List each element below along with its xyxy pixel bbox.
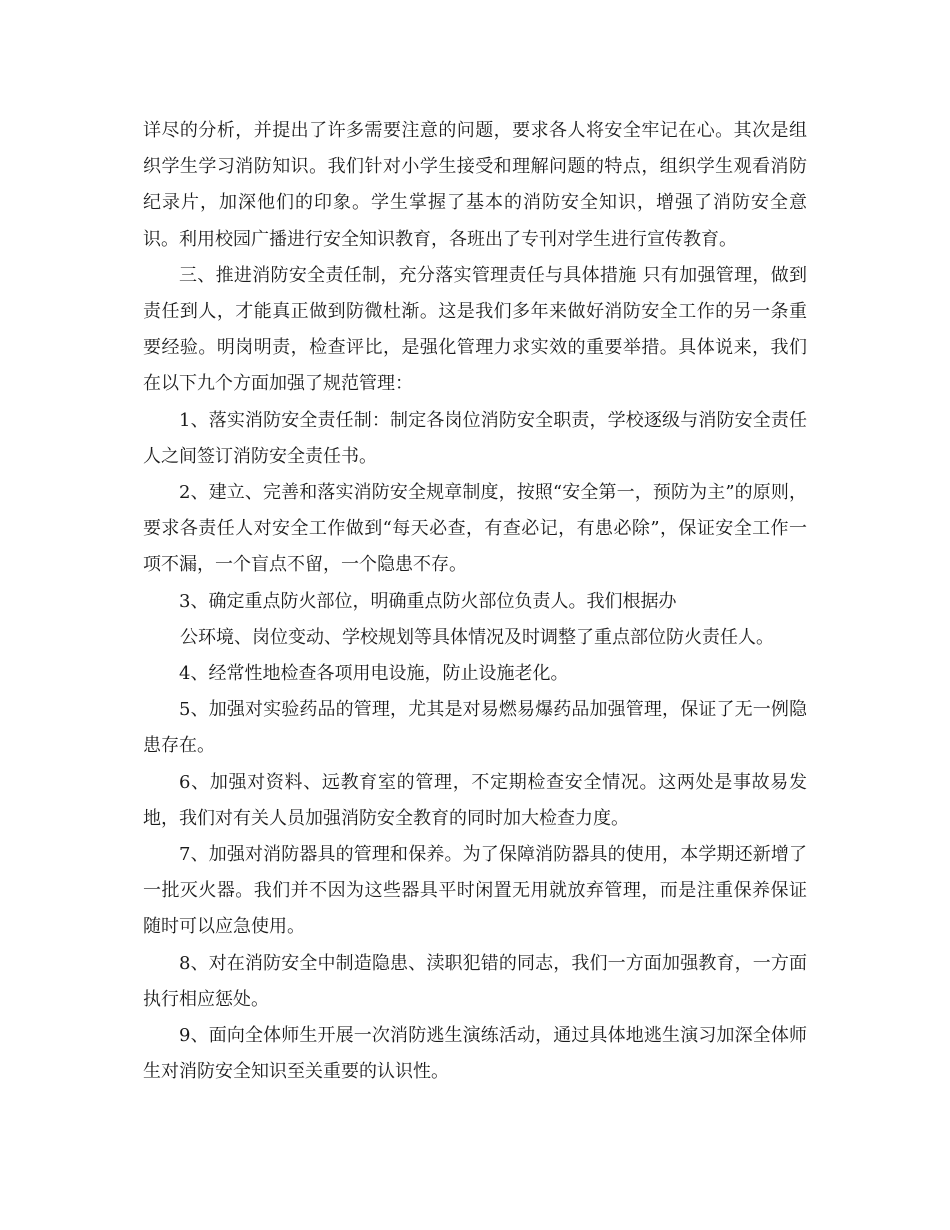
list-item-6: 6、加强对资料、远教育室的管理，不定期检查安全情况。这两处是事故易发地，我们对有关人员加强消防安全教育的同时加大检查力度。 bbox=[143, 771, 807, 829]
list-item-2: 2、建立、完善和落实消防安全规章制度，按照“安全第一，预防为主”的原则，要求各责任人对安全工作做到“每天必查，有查必记，有患必除”，保证安全工作一项不漏，一个盲点不留，一个隐患不存。 bbox=[143, 482, 807, 576]
list-item-3 bbox=[143, 584, 807, 656]
document-page bbox=[143, 113, 807, 1090]
list-item-5: 5、加强对实验药品的管理，尤其是对易燃易爆药品加强管理，保证了无一例隐患存在。 bbox=[143, 699, 807, 757]
list-item-8: 8、对在消防安全中制造隐患、渎职犯错的同志，我们一方面加强教育，一方面执行相应惩处。 bbox=[143, 952, 807, 1010]
paragraph-fire-education-continued: 详尽的分析，并提出了许多需要注意的问题，要求各人将安全牢记在心。其次是组织学生学习消防知识。我们针对小学生接受和理解问题的特点，组织学生观看消防纪录片，加深他们的印象。学生掌握了基本的消防安全知识，增强了消防安全意识。利用校园广播进行安全知识教育，各班出了专刊对学生进行宣传教育。 bbox=[143, 120, 807, 250]
list-item-1: 1、落实消防安全责任制：制定各岗位消防安全职责，学校逐级与消防安全责任人之间签订消防安全责任书。 bbox=[143, 409, 807, 467]
paragraph-section-three-heading: 三、推进消防安全责任制，充分落实管理责任与具体措施 只有加强管理，做到责任到人，才能真正做到防微杜渐。这是我们多年来做好消防安全工作的另一条重要经验。明岗明责，检查评比，是强化管理力求实效的重要举措。具体说来，我们在以下九个方面加强了规范管理： bbox=[143, 264, 807, 395]
list-item-9: 9、面向全体师生开展一次消防逃生演练活动，通过具体地逃生演习加深全体师生对消防安全知识至关重要的认识性。 bbox=[143, 1025, 807, 1083]
list-item-3-line-1: 3、确定重点防火部位，明确重点防火部位负责人。我们根据办 bbox=[179, 590, 677, 612]
list-item-3-line-2: 公环境、岗位变动、学校规划等具体情况及时调整了重点部位防火责任人。 bbox=[180, 626, 774, 648]
list-item-7: 7、加强对消防器具的管理和保养。为了保障消防器具的使用，本学期还新增了一批灭火器。我们并不因为这些器具平时闲置无用就放弃管理，而是注重保养保证随时可以应急使用。 bbox=[143, 844, 807, 938]
list-item-4: 4、经常性地检查各项用电设施，防止设施老化。 bbox=[179, 663, 569, 685]
